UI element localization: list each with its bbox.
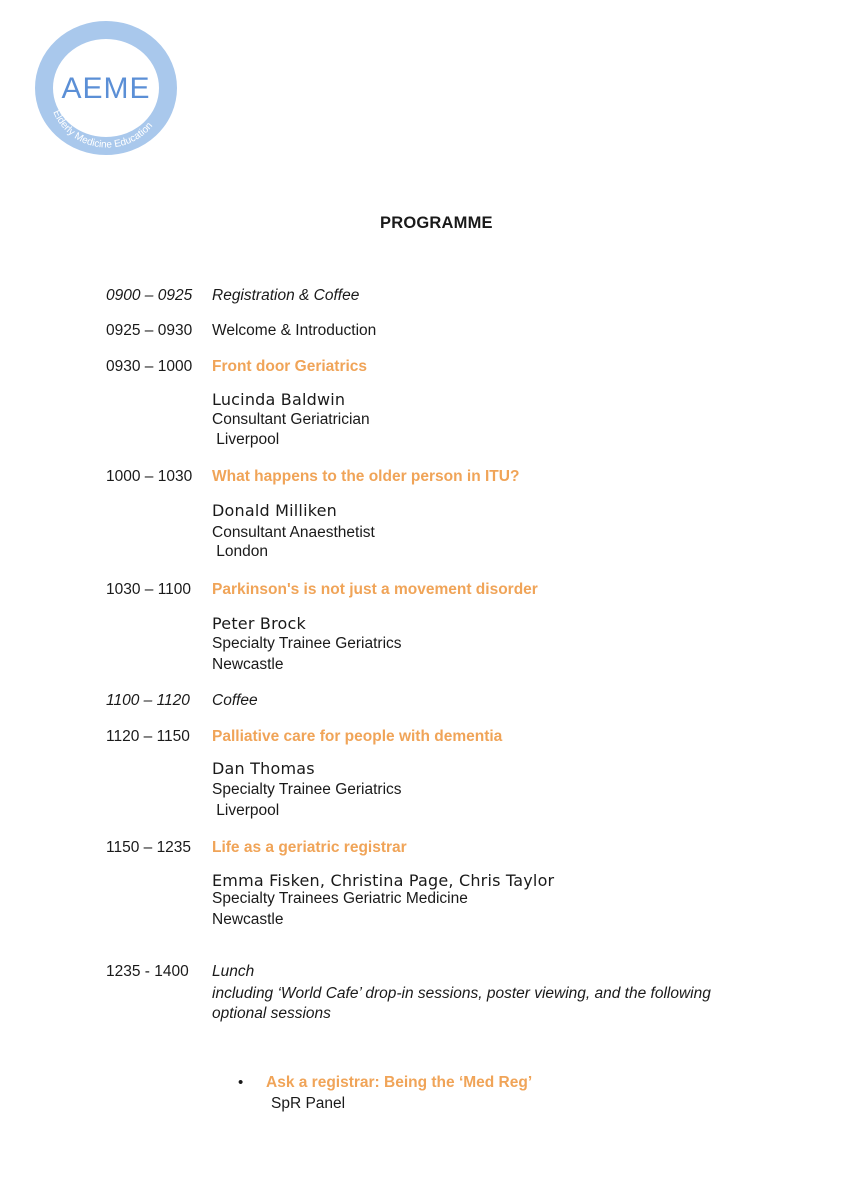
session-title: Registration & Coffee xyxy=(212,287,360,304)
session-time: 1235 - 1400 xyxy=(106,963,189,980)
session-time: 1120 – 1150 xyxy=(106,728,190,745)
session-title: Palliative care for people with dementia xyxy=(212,728,503,745)
speaker-location: Liverpool xyxy=(212,802,280,819)
bullet-icon: • xyxy=(238,1074,244,1091)
speaker-location: Newcastle xyxy=(212,911,284,928)
session-time: 1000 – 1030 xyxy=(106,468,193,485)
optional-session-title: Ask a registrar: Being the ‘Med Reg’ xyxy=(266,1074,533,1091)
session-detail: including ‘World Cafe’ drop-in sessions, poster viewing, and the following xyxy=(212,985,711,1002)
session-detail: optional sessions xyxy=(212,1005,331,1022)
session-time: 0930 – 1000 xyxy=(106,358,193,375)
speaker-name: Emma Fisken, Christina Page, Chris Taylor xyxy=(212,871,555,890)
speaker-location: Newcastle xyxy=(212,656,284,673)
session-title: Front door Geriatrics xyxy=(212,358,368,375)
session-time: 1100 – 1120 xyxy=(106,692,190,709)
logo-abbreviation: AEME xyxy=(61,72,151,105)
session-title: Parkinson's is not just a movement disorder xyxy=(212,581,538,598)
session-title: Welcome & Introduction xyxy=(212,322,377,339)
logo-top-arc-text: Association for xyxy=(71,39,141,63)
speaker-role: Consultant Geriatrician xyxy=(212,411,370,428)
session-title: Life as a geriatric registrar xyxy=(212,839,407,856)
speaker-location: Liverpool xyxy=(212,431,280,448)
speaker-name: Dan Thomas xyxy=(212,759,315,778)
session-title: Lunch xyxy=(212,963,255,980)
session-time: 1150 – 1235 xyxy=(106,839,192,856)
speaker-role: Consultant Anaesthetist xyxy=(212,524,375,541)
aeme-logo xyxy=(34,20,178,156)
speaker-role: Specialty Trainee Geriatrics xyxy=(212,781,402,798)
session-title: What happens to the older person in ITU? xyxy=(212,468,520,485)
speaker-name: Lucinda Baldwin xyxy=(212,390,346,409)
speaker-role: Specialty Trainee Geriatrics xyxy=(212,635,402,652)
speaker-location: London xyxy=(212,543,269,560)
speaker-name: Peter Brock xyxy=(212,614,306,633)
session-time: 0900 – 0925 xyxy=(106,287,193,304)
page-title: PROGRAMME xyxy=(380,214,493,232)
session-time: 0925 – 0930 xyxy=(106,322,193,339)
logo-bottom-arc-text: Elderly Medicine Education xyxy=(50,108,156,151)
speaker-name: Donald Milliken xyxy=(212,501,338,520)
session-title: Coffee xyxy=(212,692,258,709)
session-time: 1030 – 1100 xyxy=(106,581,192,598)
speaker-role: Specialty Trainees Geriatric Medicine xyxy=(212,890,468,907)
optional-session-subtitle: SpR Panel xyxy=(271,1095,346,1112)
